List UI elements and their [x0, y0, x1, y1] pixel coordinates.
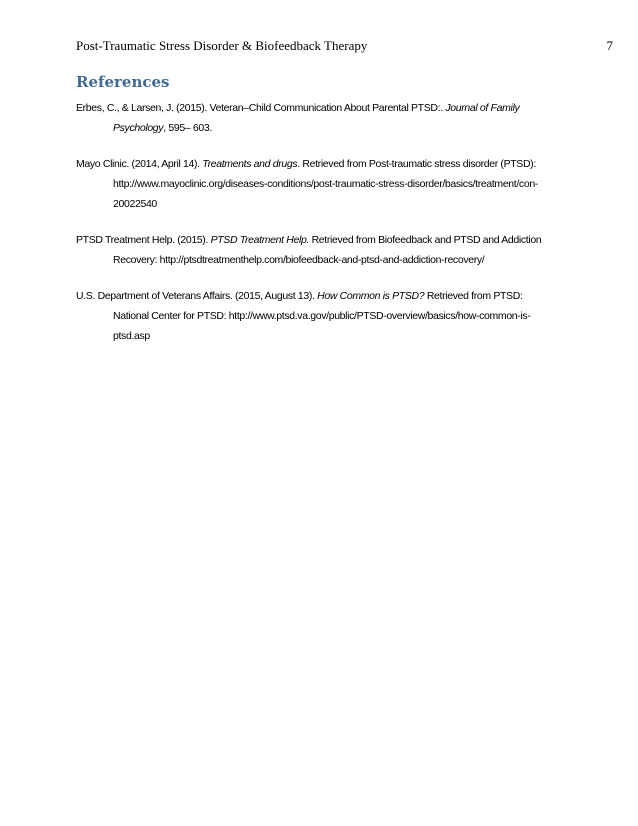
reference-text: Retrieved from Biofeedback and PTSD and Addiction Recovery: http://ptsdtreatmenthelp.com/biofeedback-and-ptsd-and-addiction-recovery/	[113, 234, 542, 266]
reference-entry	[76, 286, 556, 346]
reference-source-title: Treatments and drugs	[202, 158, 298, 170]
running-head-title: Post-Traumatic Stress Disorder & Biofeedback Therapy	[76, 38, 368, 53]
reference-text: PTSD Treatment Help. (2015).	[76, 234, 211, 246]
page-number: 7	[606, 38, 613, 53]
reference-source-title: PTSD Treatment Help.	[210, 234, 309, 246]
reference-entry	[76, 230, 556, 270]
reference-source-title: How Common is PTSD?	[317, 290, 425, 302]
reference-entry	[76, 98, 556, 138]
reference-text: Erbes, C., & Larsen, J. (2015). Veteran–Child Communication About Parental PTSD:.	[76, 102, 446, 114]
reference-text: Mayo Clinic. (2014, April 14).	[76, 158, 203, 170]
reference-text: , 595– 603.	[163, 122, 212, 134]
references-list	[76, 98, 556, 346]
reference-source-title: Journal of Family Psychology	[113, 102, 520, 134]
reference-text: U.S. Department of Veterans Affairs. (2015, August 13).	[76, 290, 318, 302]
reference-text: . Retrieved from Post-traumatic stress disorder (PTSD): http://www.mayoclinic.org/diseases-conditions/post-traumatic-stress-disorder/basics/treatment/con-20022540	[113, 158, 538, 210]
references-heading: References	[76, 73, 170, 91]
reference-text: Retrieved from PTSD: National Center for PTSD: http://www.ptsd.va.gov/public/PTSD-overview/basics/how-common-is-ptsd.asp	[113, 290, 531, 342]
reference-entry	[76, 154, 556, 214]
